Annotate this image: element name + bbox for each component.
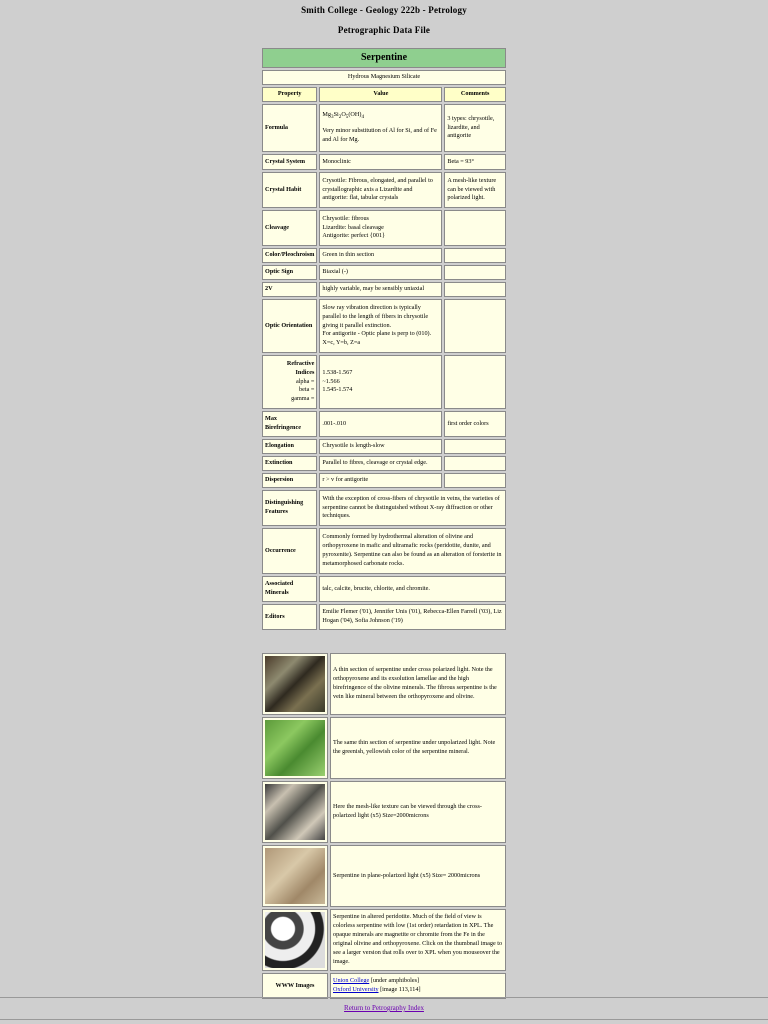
thin-section-thumbnail-xpl[interactable] xyxy=(265,656,325,712)
associated-label: Associated xyxy=(265,580,294,588)
cleavage-line: Chrysotile: fibrous xyxy=(322,214,369,222)
row-label-occurrence: Occurrence xyxy=(262,528,317,574)
2v-comment xyxy=(444,282,506,297)
formula-value xyxy=(319,104,442,152)
cleavage-line: Antigorite: perfect {001} xyxy=(322,232,386,240)
column-header-property: Property xyxy=(262,87,317,102)
row-label-associated-minerals xyxy=(262,576,317,602)
gamma-label: gamma = xyxy=(291,395,315,403)
distinguishing-label: Distinguishing xyxy=(265,499,304,507)
distinguishing-value: With the exception of cross-fibers of chrysotile in veins, the varieties of serpentine cannot be distinguished without X-ray diffraction or other techniques. xyxy=(319,490,506,526)
beta-value: ~1.566 xyxy=(322,377,340,385)
course-header: Smith College - Geology 222b - Petrology xyxy=(301,5,467,15)
optic-orientation-comment xyxy=(444,299,506,353)
thin-section-thumbnail-ppl[interactable] xyxy=(265,720,325,776)
associated-label: Minerals xyxy=(265,589,289,596)
refractive-label: Indices xyxy=(295,368,315,376)
row-label-distinguishing xyxy=(262,490,317,526)
row-label-color: Color/Pleochroism xyxy=(262,248,317,263)
property-table xyxy=(260,46,508,632)
row-label-crystal-system: Crystal System xyxy=(262,154,317,170)
editors-value: Emilie Flemer ('01), Jennifer Unis ('01), Rebecca-Ellen Farrell ('03), Liz Hogan ('04), Sofia Johnson ('19) xyxy=(319,604,506,630)
optic-orientation-line: For antigorite - Optic plane is perp to (010). xyxy=(322,330,432,338)
thumbnail-cell[interactable] xyxy=(262,909,328,971)
crystal-system-comment: Beta = 93° xyxy=(444,154,506,170)
refractive-label: Refractive xyxy=(286,359,315,367)
return-to-index-link[interactable]: Return to Petrography Index xyxy=(344,1004,424,1012)
thumbnail-cell[interactable] xyxy=(262,781,328,843)
mesh-texture-thumbnail[interactable] xyxy=(265,784,325,840)
gamma-value: 1.545-1.574 xyxy=(322,386,353,394)
extinction-comment xyxy=(444,456,506,471)
birefringence-value: .001-.010 xyxy=(319,411,442,437)
row-label-extinction: Extinction xyxy=(262,456,317,471)
beta-label: beta = xyxy=(299,386,315,394)
row-label-dispersion: Dispersion xyxy=(262,473,317,488)
crystal-system-value: Monoclinic xyxy=(319,154,442,170)
formula-note: Very minor substitution of Al for Si, and of Fe and Al for Mg. xyxy=(322,127,437,144)
dispersion-value: r > v for antigorite xyxy=(319,473,442,488)
refractive-indices-value xyxy=(319,355,442,409)
www-images-label: WWW Images xyxy=(262,973,328,999)
crystal-habit-value: Crysotile: Fibrous, elongated, and parallel to crystallographic axis a Lizardite and antigorite: flat, tabular crystals xyxy=(319,172,442,208)
refractive-indices-comment xyxy=(444,355,506,409)
row-label-birefringence xyxy=(262,411,317,437)
optic-orientation-line: Slow ray vibration direction is typically parallel to the length of fibers in chrysotile giving it parallel extinction. xyxy=(322,303,429,329)
row-label-crystal-habit: Crystal Habit xyxy=(262,172,317,208)
crystal-habit-comment: A mesh-like texture can be viewed with polarized light. xyxy=(444,172,506,208)
optic-sign-comment xyxy=(444,265,506,280)
dispersion-comment xyxy=(444,473,506,488)
color-comment xyxy=(444,248,506,263)
row-label-elongation: Elongation xyxy=(262,439,317,454)
altered-peridotite-thumbnail[interactable] xyxy=(265,912,325,968)
2v-value: highly variable, may be sensibly uniaxial xyxy=(319,282,442,297)
elongation-comment xyxy=(444,439,506,454)
formula-text: $Mg_3Si_2O_5(OH)_4$ xyxy=(322,110,365,120)
cleavage-comment xyxy=(444,210,506,246)
alpha-label: alpha = xyxy=(295,377,315,385)
image-caption: Serpentine in plane-polarized light (x5) Size= 2000microns xyxy=(330,845,506,907)
oxford-university-note: [image 113,114] xyxy=(378,986,421,993)
birefringence-label: Max xyxy=(265,415,278,423)
row-label-2v: 2V xyxy=(262,282,317,297)
extinction-value: Parallel to fibres, cleavage or crystal edge. xyxy=(319,456,442,471)
oxford-university-link[interactable]: Oxford University xyxy=(333,986,379,993)
row-label-cleavage: Cleavage xyxy=(262,210,317,246)
row-label-optic-orientation: Optic Orientation xyxy=(262,299,317,353)
cleavage-line: Lizardite: basal cleavage xyxy=(322,223,384,231)
image-caption: A thin section of serpentine under cross polarized light. Note the orthopyroxene and its exsolution lamellae and the high birefringence of the olivine minerals. The fibrous serpentine is the vein like mineral between the orthopyroxene and olivine. xyxy=(330,653,506,715)
divider xyxy=(0,997,768,998)
row-label-refractive-indices xyxy=(262,355,317,409)
image-caption: Here the mesh-like texture can be viewed through the cross-polarized light (x5) Size=2000microns xyxy=(330,781,506,843)
distinguishing-label: Features xyxy=(265,508,288,515)
mineral-name: Serpentine xyxy=(262,48,506,68)
divider xyxy=(0,1019,768,1020)
image-caption: The same thin section of serpentine under unpolarized light. Note the greenish, yellowish color of the serpentine mineral. xyxy=(330,717,506,779)
www-links xyxy=(330,973,506,999)
union-college-link[interactable]: Union College xyxy=(333,977,370,985)
formula-comment: 3 types: chrysotile, lizardite, and antigorite xyxy=(444,104,506,152)
alpha-value: 1.538-1.567 xyxy=(322,368,353,376)
birefringence-label: Birefringence xyxy=(265,424,301,431)
optic-orientation-line: X=c, Y=b, Z=a xyxy=(322,339,361,347)
column-header-comments: Comments xyxy=(444,87,506,102)
optic-sign-value: Biaxial (-) xyxy=(319,265,442,280)
row-label-optic-sign: Optic Sign xyxy=(262,265,317,280)
mineral-subtitle: Hydrous Magnesium Silicate xyxy=(262,70,506,85)
thumbnail-cell[interactable] xyxy=(262,845,328,907)
occurrence-value: Commonly formed by hydrothermal alteration of olivine and orthopyroxene in mafic and ultramafic rocks (peridotite, dunite, and pyroxenite). Serpentine can also be found as an alteration of forsterite in metamorphosed carbonate rocks. xyxy=(319,528,506,574)
footer xyxy=(0,1004,768,1012)
cleavage-value xyxy=(319,210,442,246)
column-header-value: Value xyxy=(319,87,442,102)
birefringence-comment: first order colors xyxy=(444,411,506,437)
optic-orientation-value xyxy=(319,299,442,353)
thumbnail-cell[interactable] xyxy=(262,653,328,715)
image-table xyxy=(260,651,508,1001)
thumbnail-cell[interactable] xyxy=(262,717,328,779)
row-label-editors: Editors xyxy=(262,604,317,630)
row-label-formula: Formula xyxy=(262,104,317,152)
associated-minerals-value: talc, calcite, brucite, chlorite, and chromite. xyxy=(319,576,506,602)
color-value: Green in thin section xyxy=(319,248,442,263)
page-subtitle: Petrographic Data File xyxy=(337,25,431,35)
union-college-note: [under amphiboles] xyxy=(369,977,420,985)
plane-polarized-thumbnail[interactable] xyxy=(265,848,325,904)
image-caption: Serpentine in altered peridotite. Much of the field of view is colorless serpentine with low (1st order) retardation in XPL. The opaque minerals are magnetite or chromite from the Fe in the original olivine and orthopyroxene. Click on the thumbnail image to see a larger version that rolls over to XPL when you mouseover the image. xyxy=(330,909,506,971)
elongation-value: Chrysotile is length-slow xyxy=(319,439,442,454)
